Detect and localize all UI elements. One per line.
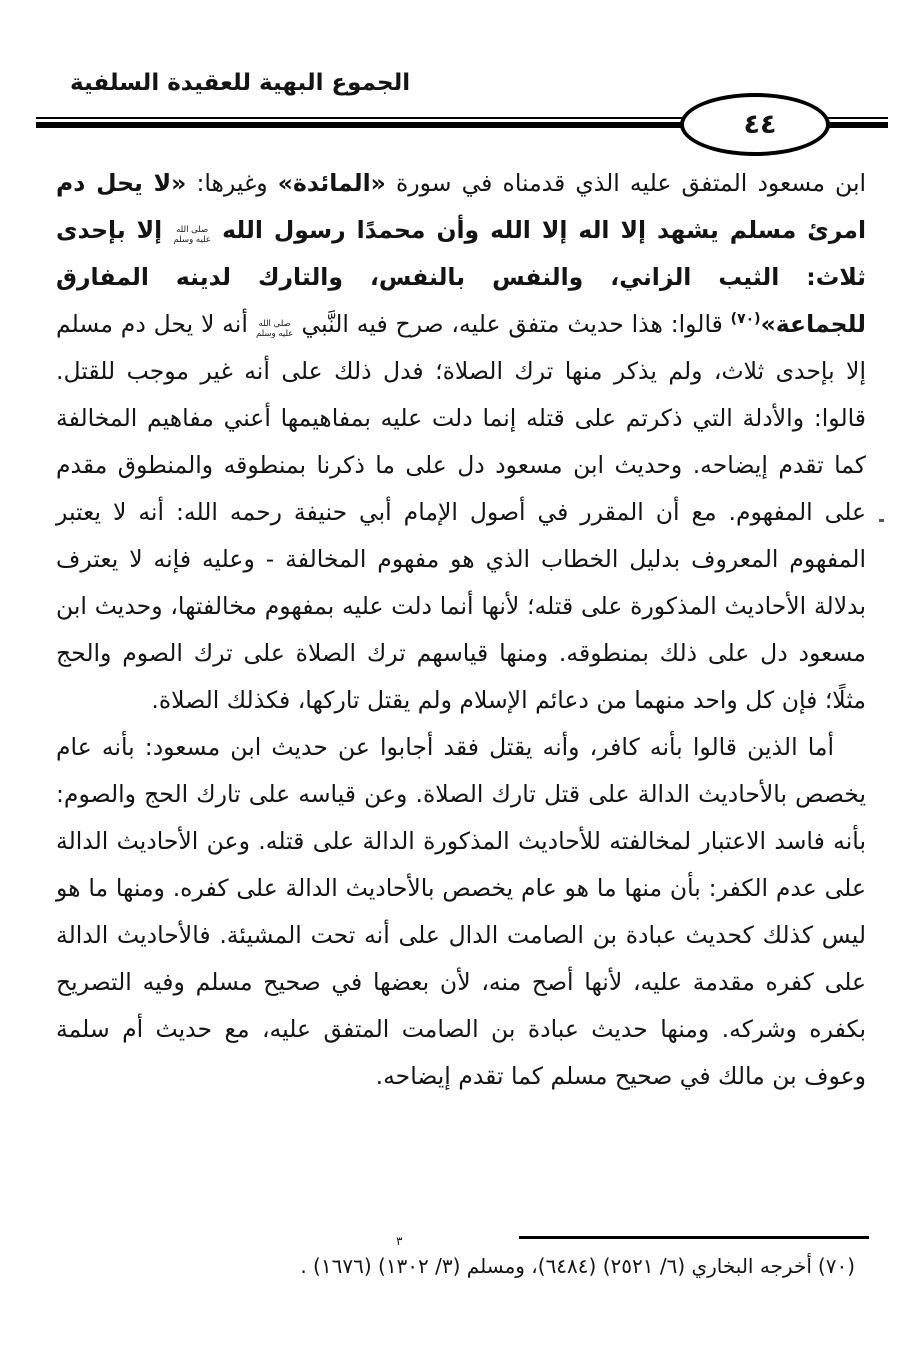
header-rule [36,109,888,140]
page-number: ٤٤ [743,109,777,140]
salla-allahu-alayhi-wasallam-mark: صلى الله عليه وسلم [173,225,211,245]
stray-print-mark: ٣ [396,1234,403,1248]
paragraph [56,160,866,724]
print-speck [879,519,884,522]
paragraph [56,724,866,1100]
body-text [56,160,866,1100]
text-run: «المائدة» [277,169,386,197]
text-run: قالوا: هذا حديث متفق عليه، صرح فيه النَّبي [293,310,731,338]
text-run: «لا يحل دم امرئ مسلم يشهد إلا اله إلا الله وأن محمدًا رسول الله [56,169,866,244]
footnote-marker: (٧٠) [817,1254,855,1278]
book-title: الجموع البهية للعقيدة السلفية [70,70,411,96]
footnote-separator [519,1236,869,1239]
footnote-reference: (٧٠) [730,311,761,328]
page-number-badge [680,93,830,156]
text-run: وغيرها: [186,169,278,197]
footnote-text: أخرجه البخاري (٦/ ٢٥٢١) (٦٤٨٤)، ومسلم (٣/ ١٣٠٢) (١٦٧٦) . [300,1254,812,1278]
footnote [300,1250,855,1282]
text-run: أنه لا يحل دم مسلم إلا بإحدى ثلاث، ولم يذكر منها ترك الصلاة؛ فدل ذلك على أنه غير موجب للقتل. قالوا: والأدلة التي ذكرتم على قتله إنما دلت عليه بمفاهيمها أعني مفاهيم المخالفة كما تقدم إيضاحه. وحديث ابن مسعود دل على ما ذكرنا بمنطوقه والمنطوق مقدم على المفهوم. مع أن المقرر في أصول الإمام أبي حنيفة رحمه الله: أنه لا يعتبر المفهوم المعروف بدليل الخطاب الذي هو مفهوم المخالفة - وعليه فإنه لا يعترف بدلالة الأحاديث المذكورة على قتله؛ لأنها أنما دلت عليه بمفهوم مخالفتها، وحديث ابن مسعود دل على ذلك بمنطوقه. ومنها قياسهم ترك الصلاة على ترك الصوم والحج مثلًا؛ فإن كل واحد منهما من دعائم الإسلام ولم يقتل تاركها، فكذلك الصلاة. [56,310,866,714]
text-run: ابن مسعود المتفق عليه الذي قدمناه في سورة [385,169,867,197]
text-run: أما الذين قالوا بأنه كافر، وأنه يقتل فقد أجابوا عن حديث ابن مسعود: بأنه عام يخصص بالأحاديث الدالة على قتل تارك الصلاة. وعن قياسه على تارك الحج والصوم: بأنه فاسد الاعتبار لمخالفته للأحاديث المذكورة الدالة على قتله. وعن الأحاديث الدالة على عدم الكفر: بأن منها ما هو عام يخصص بالأحاديث الدالة على كفره. ومنها ما هو ليس كذلك كحديث عبادة بن الصامت الدال على أنه تحت المشيئة. فالأحاديث الدالة على كفره مقدمة عليه، لأنها أصح منه، لأن بعضها في صحيح مسلم وفيه التصريح بكفره وشركه. ومنها حديث عبادة بن الصامت المتفق عليه، مع حديث أم سلمة وعوف بن مالك في صحيح مسلم كما تقدم إيضاحه. [56,733,866,1090]
text-run: إلا بإحدى ثلاث: الثيب الزاني، والنفس بالنفس، والتارك لدينه المفارق للجماعة» [56,216,866,338]
salla-allahu-alayhi-wasallam-mark: صلى الله عليه وسلم [255,319,294,339]
